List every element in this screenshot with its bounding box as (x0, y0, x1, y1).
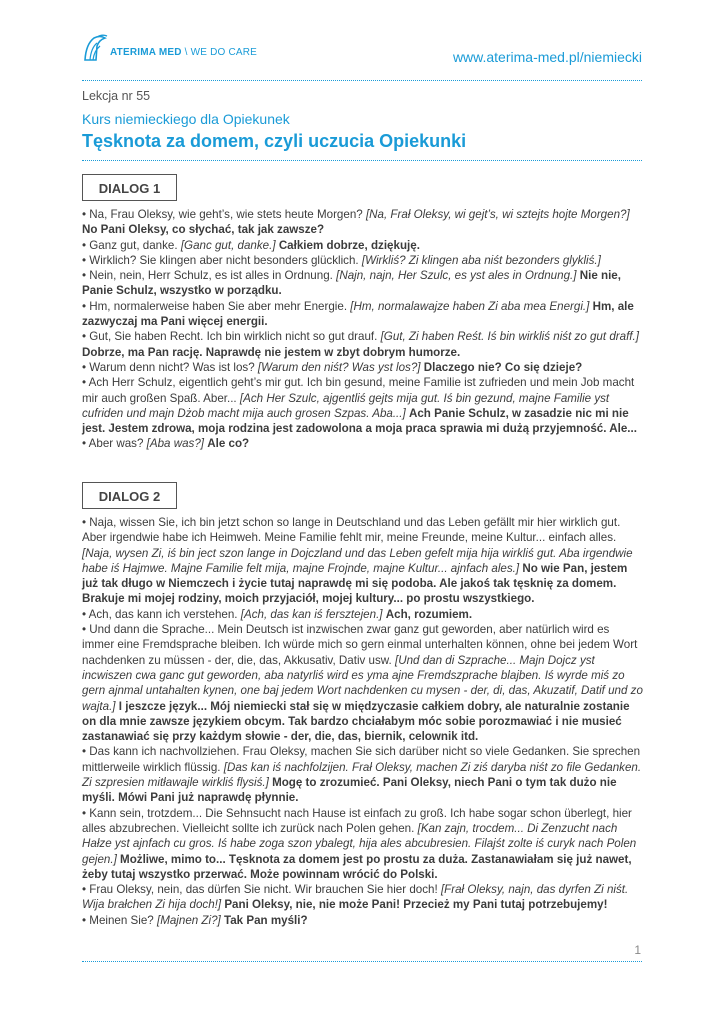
footer-divider (82, 961, 642, 962)
polish-translation: Hm, ale zazwyczaj ma Pani więcej energii. (82, 299, 634, 329)
site-url-link[interactable]: www.aterima-med.pl/niemiecki (452, 49, 642, 65)
polish-translation: Dlaczego nie? Co się dzieje? (423, 360, 583, 374)
dialog-line (82, 375, 644, 436)
pronunciation-text: [Warum den niśt? Was yst los?] (257, 360, 421, 374)
german-text: • Kann sein, trotzdem... Die Sehnsucht nach Hause ist einfach zu groß. Ich habe sogar schon überlegt, hier alles abzubrechen. Vielleicht sollte ich zurück nach Polen gehen. (82, 806, 632, 835)
header-divider (82, 80, 642, 81)
pronunciation-text: [Hm, normalawajze haben Zi aba mea Energi.] (350, 299, 590, 313)
brand-logo (82, 34, 257, 62)
pronunciation-text: [Aba was?] (146, 437, 205, 451)
pronunciation-text: [Naja, wysen Zi, iś bin ject szon lange in Dojczland und das Leben gefelt mija hija wirkliś gut. Aba irgendwie habe iś Hajmwe. Majne Familie felt mija, majne Frojnde, majne Kultur... ajnfach ales.] (82, 546, 633, 575)
dialog-1-heading: DIALOG 1 (82, 174, 177, 201)
german-text: • Nein, nein, Herr Schulz, es ist alles in Ordnung. (82, 269, 333, 283)
polish-translation: Całkiem dobrze, dziękuję. (278, 238, 420, 252)
dialog-line (82, 607, 644, 622)
brand-separator: \ (181, 47, 191, 58)
dialog-line (82, 253, 644, 268)
aterima-logo-icon (82, 34, 108, 62)
pronunciation-text: [Na, Frał Oleksy, wi gejt’s, wi sztejts hojte Morgen?] (365, 208, 630, 221)
pronunciation-text: [Wirkliś? Zi klingen aba niśt bezonders glykliś.] (361, 253, 601, 267)
dialog-2-body (82, 515, 644, 928)
polish-translation: Ale co? (207, 437, 250, 451)
polish-translation: Mogę to zrozumieć. Pani Oleksy, niech Pani o tym tak dużo nie myśli. Mówi Pani już naprawdę płynnie. (82, 776, 617, 805)
german-text: • Naja, wissen Sie, ich bin jetzt schon so lange in Deutschland und das Leben gefällt mir hier wirklich gut. Aber irgendwie habe ich Heimweh. Meine Familie fehlt mir, meine Freunde, meine Kultur... einfach alles. (82, 516, 621, 545)
dialog-line (82, 238, 644, 253)
german-text: • Aber was? (82, 437, 144, 451)
dialog-line (82, 744, 644, 805)
dialog-line (82, 806, 644, 882)
pronunciation-text: [Najn, najn, Her Szulc, es yst ales in Ordnung.] (336, 269, 577, 283)
pronunciation-text: [Und dan di Szprache... Majn Dojcz yst incwiszen cwa ganc gut geworden, aba natyrliś wird es yma ajne Fremdszprache blajben. Iś wyrde miś zo gern ajnmal untahalten kynen, one baj jedem Wort nachdenken cu mysen - der, di, das, Akuzatif, Datif und zo wajta.] (82, 653, 643, 713)
polish-translation: Ach, rozumiem. (385, 607, 473, 621)
lesson-label: Lekcja nr 55 (82, 89, 151, 103)
dialog-1-body (82, 207, 644, 452)
dialog-line (82, 207, 644, 238)
polish-translation: Tak Pan myśli? (224, 913, 308, 927)
dialog-line (82, 882, 644, 913)
polish-translation: Możliwe, mimo to... Tęsknota za domem jest po prostu za duża. Zastanawiałam się już nawet, żeby tutaj wszystko przerwać. Może powinnam wrócić do Polski. (82, 852, 632, 881)
pronunciation-text: [Das kan iś nachfolzijen. Frał Oleksy, machen Zi ziś daryba niśt zo file Gedanken. Zi szpresien mitławajle wirkliś flysiś.] (82, 760, 642, 790)
german-text: • Na, Frau Oleksy, wie geht’s, wie stets heute Morgen? (82, 208, 363, 221)
polish-translation: Ach Panie Schulz, w zasadzie nic mi nie jest. Jestem zdrowa, moja rodzina jest zadowolona a moja praca sprawia mi dużą przyjemność. Ale... (82, 406, 637, 436)
german-text: • Warum denn nicht? Was ist los? (82, 360, 255, 374)
dialog-line (82, 913, 644, 928)
german-text: • Frau Oleksy, nein, das dürfen Sie nicht. Wir brauchen Sie hier doch! (82, 883, 438, 897)
pronunciation-text: [Ganc gut, danke.] (180, 238, 276, 252)
brand-tagline: WE DO CARE (190, 47, 258, 58)
dialog-line (82, 268, 644, 299)
pronunciation-text: [Majnen Zi?] (156, 913, 221, 927)
page-header (82, 34, 642, 74)
polish-translation: I jeszcze język... Mój niemiecki stał się w międzyczasie całkiem dobry, ale naturalnie zostanie on dla mnie zawsze językiem obcym. Tak bardzo chciałabym móc sobie porozmawiać i nie musieć zastanawiać się przy każdym słowie - der, die, das, biernik, celownik itd. (82, 699, 630, 744)
german-text: • Ach Herr Schulz, eigentlich geht’s mir gut. Ich bin gesund, meine Familie ist zufrieden und mein Job macht mir auch großen Spaß. Aber... (82, 376, 635, 405)
german-text: • Gut, Sie haben Recht. Ich bin wirklich nicht so gut drauf. (82, 330, 378, 344)
page-number: 1 (634, 943, 641, 957)
pronunciation-text: [Kan zajn, trocdem... Di Zenzucht nach Hałze yst ajnfach cu gros. Iś habe zoga szon ybalegt, hija ales abcubresien. Filajśt zolte iś curyk nach Polen gejen.] (82, 821, 637, 866)
german-text: • Hm, normalerweise haben Sie aber mehr Energie. (82, 299, 348, 313)
polish-translation: Dobrze, ma Pan rację. Naprawdę nie jestem w zbyt dobrym humorze. (82, 345, 461, 359)
german-text: • Und dann die Sprache... Mein Deutsch ist inzwischen zwar ganz gut geworden, aber natürlich wird es immer eine Fremdsprache bleiben. Ich würde mich so gern einmal unterhalten können, ohne bei jedem Wort nachdenken zu müssen - der, die, das, Akkusativ, Dativ usw. (82, 623, 638, 667)
dialog-line (82, 622, 644, 744)
dialog-2-heading: DIALOG 2 (82, 482, 177, 509)
dialog-line (82, 360, 644, 375)
polish-translation: Nie nie, Panie Schulz, wszystko w porządku. (82, 269, 621, 298)
brand-name: ATERIMA MED (110, 47, 182, 58)
pronunciation-text: [Ach Her Szulc, ajgentliś gejts mija gut. Iś bin gezund, majne Familie yst cufriden und majn Dżob macht mija auch grosen Szpas. Aba...] (82, 391, 610, 420)
dialog-line (82, 436, 644, 451)
title-divider (82, 160, 642, 161)
pronunciation-text: [Ach, das kan iś fersztejen.] (240, 607, 383, 621)
course-name: Kurs niemieckiego dla Opiekunek (82, 111, 290, 127)
german-text: • Meinen Sie? (82, 913, 154, 927)
german-text: • Ach, das kann ich verstehen. (82, 607, 238, 621)
pronunciation-text: [Gut, Zi haben Reśt. Iś bin wirkliś niśt zo gut draff.] (380, 330, 639, 344)
polish-translation: Pani Oleksy, nie, nie może Pani! Przecież my Pani tutaj potrzebujemy! (224, 898, 608, 912)
german-text: • Wirklich? Sie klingen aber nicht besonders glücklich. (82, 253, 359, 267)
dialog-line (82, 329, 644, 360)
german-text: • Das kann ich nachvollziehen. Frau Oleksy, machen Sie sich darüber nicht so viele Gedanken. Sie sprechen mittlerweile wirklich flüssig. (82, 745, 641, 774)
dialog-line (82, 515, 644, 607)
page-title: Tęsknota za domem, czyli uczucia Opiekunki (82, 131, 467, 151)
dialog-line (82, 299, 644, 330)
german-text: • Ganz gut, danke. (82, 238, 178, 252)
pronunciation-text: [Frał Oleksy, najn, das dyrfen Zi niśt. Wija brałchen Zi hija doch!] (82, 883, 629, 912)
polish-translation: No Pani Oleksy, co słychać, tak jak zawsze? (82, 223, 325, 237)
polish-translation: No wie Pan, jestem już tak długo w Niemczech i życie tutaj naprawdę mi się podoba. Ale jakoś tak tęsknię za domem. Brakuje mi mojej rodziny, moich przyjaciół, mojej kultury... po prostu wszystkiego. (82, 561, 628, 606)
